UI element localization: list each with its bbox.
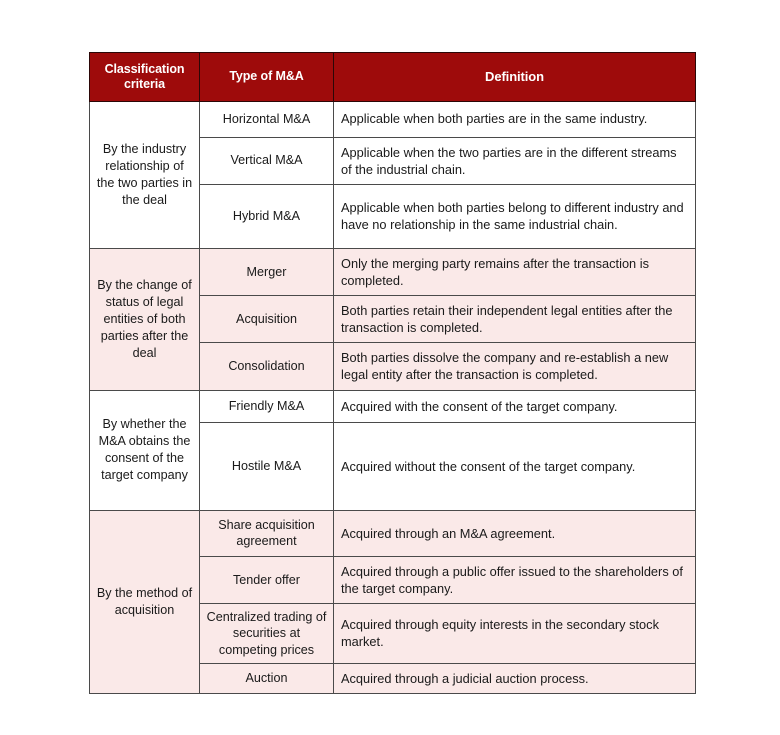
definition-cell: Both parties dissolve the company and re-establish a new legal entity after the transaction is completed. (334, 343, 696, 390)
definition-cell: Acquired with the consent of the target company. (334, 390, 696, 422)
type-of-ma-cell: Merger (200, 248, 334, 295)
classification-criteria-cell: By the change of status of legal entities of both parties after the deal (90, 248, 200, 390)
column-header-type-of-ma: Type of M&A (200, 53, 334, 102)
definition-cell: Acquired through a public offer issued to the shareholders of the target company. (334, 556, 696, 603)
type-of-ma-cell: Auction (200, 663, 334, 693)
definition-cell: Applicable when both parties belong to different industry and have no relationship in the same industrial chain. (334, 184, 696, 248)
table-row (90, 390, 696, 422)
table-header (90, 53, 696, 102)
table-row (90, 248, 696, 295)
type-of-ma-cell: Consolidation (200, 343, 334, 390)
ma-classification-table (89, 52, 696, 694)
header-row (90, 53, 696, 102)
definition-cell: Acquired through equity interests in the secondary stock market. (334, 603, 696, 663)
type-of-ma-cell: Share acquisition agreement (200, 510, 334, 556)
ma-classification-table-wrapper (89, 52, 695, 694)
definition-cell: Acquired through an M&A agreement. (334, 510, 696, 556)
type-of-ma-cell: Centralized trading of securities at competing prices (200, 603, 334, 663)
classification-criteria-cell: By whether the M&A obtains the consent of the target company (90, 390, 200, 510)
definition-cell: Acquired through a judicial auction process. (334, 663, 696, 693)
table-body (90, 101, 696, 694)
type-of-ma-cell: Hostile M&A (200, 422, 334, 510)
type-of-ma-cell: Tender offer (200, 556, 334, 603)
definition-cell: Only the merging party remains after the transaction is completed. (334, 248, 696, 295)
table-row (90, 101, 696, 137)
type-of-ma-cell: Friendly M&A (200, 390, 334, 422)
column-header-definition: Definition (334, 53, 696, 102)
definition-cell: Applicable when both parties are in the same industry. (334, 101, 696, 137)
type-of-ma-cell: Acquisition (200, 296, 334, 343)
type-of-ma-cell: Horizontal M&A (200, 101, 334, 137)
type-of-ma-cell: Vertical M&A (200, 137, 334, 184)
definition-cell: Applicable when the two parties are in the different streams of the industrial chain. (334, 137, 696, 184)
definition-cell: Both parties retain their independent legal entities after the transaction is completed. (334, 296, 696, 343)
classification-criteria-cell: By the industry relationship of the two parties in the deal (90, 101, 200, 248)
definition-cell: Acquired without the consent of the target company. (334, 422, 696, 510)
table-row (90, 510, 696, 556)
classification-criteria-cell: By the method of acquisition (90, 510, 200, 694)
type-of-ma-cell: Hybrid M&A (200, 184, 334, 248)
column-header-classification-criteria: Classification criteria (90, 53, 200, 102)
